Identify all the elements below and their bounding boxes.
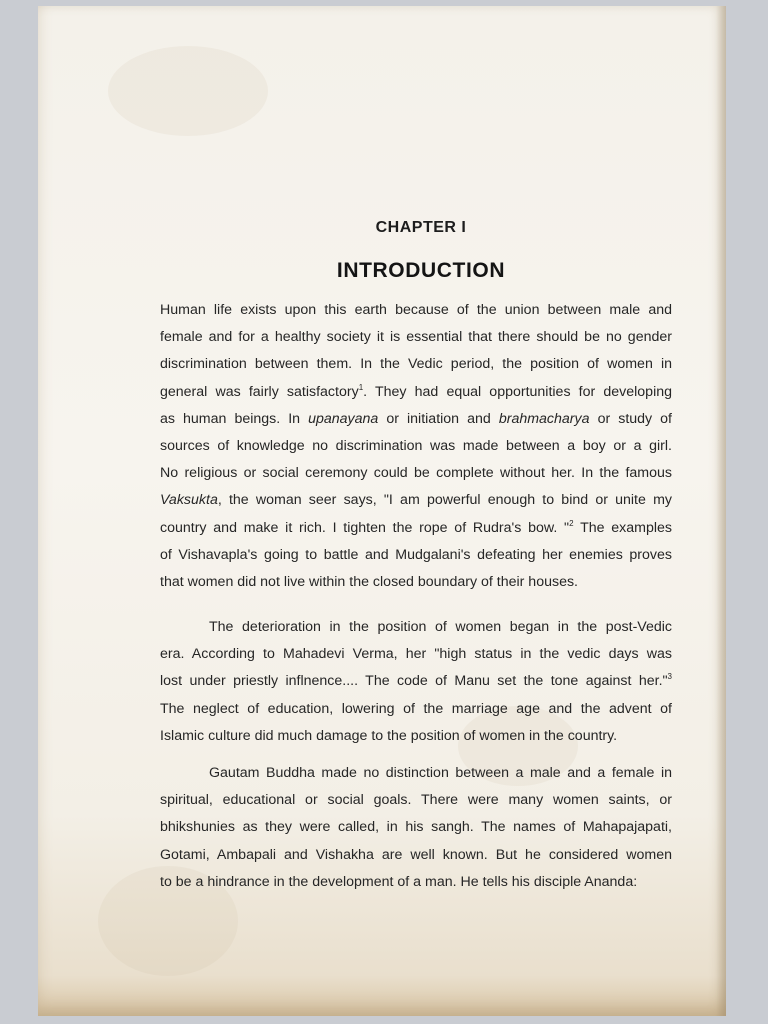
text-line: [160, 384, 672, 400]
text-line: [160, 728, 672, 744]
text-line: [209, 619, 672, 635]
text-segment: to be a hindrance in the development of a man. He tells his disciple Ananda:: [160, 873, 638, 890]
italic-term: upanayana: [308, 410, 379, 427]
text-segment: that women did not live within the closed boundary of their houses.: [160, 574, 578, 590]
text-line: [160, 465, 672, 481]
italic-term: brahmacharya: [498, 410, 590, 427]
text-line: [160, 874, 672, 890]
text-segment: as human beings. In: [160, 410, 309, 427]
text-line: [160, 302, 672, 318]
text-line: [160, 673, 672, 689]
chapter-label: CHAPTER I: [375, 219, 467, 236]
text-line: [209, 765, 672, 781]
text-line: [160, 356, 672, 372]
text-segment: The deterioration in the position of women began in the post-Vedic: [209, 619, 672, 635]
text-segment: No religious or social ceremony could be complete without her. In the famous: [160, 465, 672, 482]
italic-term: Vaksukta: [160, 492, 218, 509]
text-segment: lost under priestly inflnence.... The code of Manu set the tone against her.": [160, 673, 668, 690]
document-page: [38, 6, 726, 1016]
text-segment: spiritual, educational or social goals. There were many women saints, or: [160, 792, 672, 809]
text-segment: , the woman seer says, "I am powerful enough to bind or unite my: [217, 492, 672, 509]
text-line: [160, 574, 672, 590]
text-segment: The examples: [573, 519, 672, 536]
text-segment: female and for a healthy society it is essential that there should be no gender: [160, 329, 672, 346]
text-line: [160, 492, 672, 508]
text-segment: country and make it rich. I tighten the rope of Rudra's bow. ": [160, 519, 570, 536]
text-segment: Islamic culture did much damage to the position of women in the country.: [160, 727, 618, 744]
text-segment: or initiation and: [378, 410, 499, 427]
paper-stain: [108, 46, 268, 136]
text-line: [160, 646, 672, 662]
chapter-title: INTRODUCTION: [336, 259, 506, 282]
text-line: [160, 547, 672, 563]
text-line: [160, 438, 672, 454]
text-segment: Gotami, Ambapali and Vishakha are well known. But he considered women: [160, 846, 672, 863]
text-segment: general was fairly satisfactory: [160, 383, 359, 400]
text-line: [160, 411, 672, 427]
footnote-ref: 3: [667, 672, 672, 682]
text-line: [160, 847, 672, 863]
text-segment: of Vishavapla's going to battle and Mudgalani's defeating her enemies proves: [160, 546, 672, 563]
text-line: [160, 701, 672, 717]
text-segment: . They had equal opportunities for developing: [363, 383, 673, 400]
text-line: [160, 520, 672, 536]
text-segment: bhikshunies as they were called, in his sangh. The names of Mahapajapati,: [160, 819, 672, 836]
text-segment: era. According to Mahadevi Verma, her "high status in the vedic days was: [160, 646, 672, 663]
text-line: [160, 792, 672, 808]
footnote-ref: 1: [358, 382, 364, 392]
text-segment: sources of knowledge no discrimination was made between a boy or a girl.: [160, 438, 672, 454]
text-segment: discrimination between them. In the Vedic period, the position of women in: [160, 356, 672, 373]
text-segment: or study of: [589, 410, 673, 427]
text-line: [160, 819, 672, 835]
text-segment: Gautam Buddha made no distinction between a male and a female in: [209, 765, 672, 781]
footnote-ref: 2: [569, 518, 574, 528]
text-line: [160, 329, 672, 345]
text-segment: The neglect of education, lowering of the marriage age and the advent of: [160, 700, 672, 717]
text-segment: Human life exists upon this earth because of the union between male and: [160, 302, 672, 318]
